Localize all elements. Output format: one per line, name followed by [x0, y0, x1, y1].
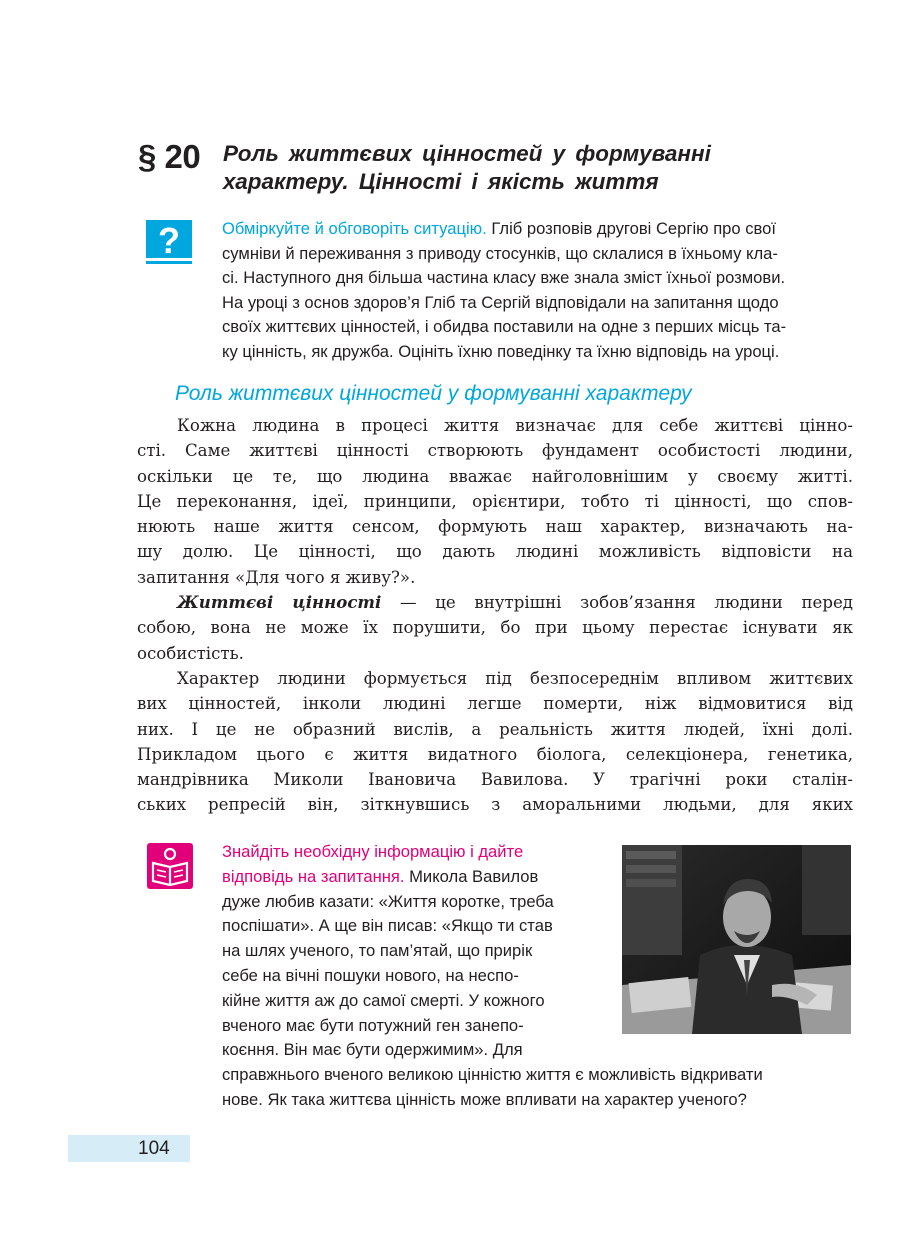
task-line: дуже любив казати: «Життя коротке, треба	[222, 891, 554, 911]
body-line: особистість.	[137, 643, 244, 663]
page-number: 104	[138, 1138, 170, 1159]
term-life-values: Життєві цінності	[177, 592, 382, 613]
page-number-bar	[68, 1135, 190, 1162]
body-line: собою, вона не може їх порушити, бо при цьому перестає існувати як	[137, 618, 853, 638]
task-line: на шлях ученого, то пам’ятай, що прирік	[222, 941, 533, 961]
question-line: сумніви й переживання з приводу стосунків, що склалися в їхньому кла-	[222, 243, 778, 263]
body-line: ських репресій він, зіткнувшись з аморальними людьми, для яких	[137, 795, 853, 815]
task-lead: відповідь на запитання.	[222, 866, 405, 886]
question-line-rest: Гліб розповів другові Сергію про свої	[486, 219, 777, 238]
section-number: § 20	[138, 138, 201, 175]
task-lead: Знайдіть необхідну інформацію і дайте	[222, 842, 524, 861]
question-line: ку цінність, як дружба. Оцініть їхню поведінку та їхню відповідь на уроці.	[222, 341, 780, 361]
svg-text:?: ?	[158, 220, 180, 261]
body-line-rest: — це внутрішні зобов’язання людини перед	[381, 593, 853, 613]
task-line: нове. Як така життєва цінність може впливати на характер ученого?	[222, 1089, 747, 1109]
body-line: них. І це не образний вислів, а реальність життя людей, їхні долі.	[137, 719, 853, 739]
body-line: Кожна людина в процесі життя визначає для себе життєві цінно-	[177, 416, 853, 435]
body-line: Характер людини формується під безпосереднім впливом життєвих	[177, 668, 853, 688]
body-line: нюють наше життя сенсом, формують наш характер, визначають на-	[137, 517, 853, 537]
task-line: себе на вічні пошуки нового, на неспо-	[222, 965, 519, 985]
reading-book-icon	[147, 843, 193, 889]
body-line	[137, 590, 853, 615]
body-line: Прикладом цього є життя видатного біолога, селекціонера, генетика,	[137, 744, 853, 764]
body-line: вих цінностей, інколи людині легше померти, ніж відмовитися від	[137, 694, 853, 714]
question-line	[222, 217, 852, 242]
body-line: сті. Саме життєві цінності створюють фундамент особистості людини,	[137, 441, 853, 461]
task-line: справжнього вченого великою цінністю життя є можливість відкривати	[222, 1065, 763, 1085]
question-mark-icon	[146, 220, 192, 266]
question-line: На уроці з основ здоров’я Гліб та Сергій відповідали на запитання щодо	[222, 292, 779, 312]
vavilov-portrait-photo	[622, 845, 851, 1034]
task-line: вченого має бути потужний ген занепо-	[222, 1015, 524, 1035]
body-line: Це переконання, ідеї, принципи, орієнтири, тобто ті цінності, що спов-	[137, 491, 853, 511]
question-lead: Обміркуйте й обговоріть ситуацію.	[222, 219, 487, 238]
task-line: поспішати». А ще він писав: «Якщо ти став	[222, 916, 553, 936]
body-line: оскільки це те, що людина вважає найголовнішим у своєму житті.	[137, 466, 853, 486]
task-line: коєння. Він має бути одержимим». Для	[222, 1040, 523, 1060]
task-line-rest: Микола Вавилов	[404, 866, 539, 886]
question-text	[222, 217, 852, 364]
body-line: шу долю. Це цінності, що дають людині можливість відповісти на	[137, 542, 853, 562]
task-line: кійне життя аж до самої смерті. У кожного	[222, 990, 545, 1010]
section-title	[223, 140, 843, 196]
section-title-line: характеру. Цінності і якість життя	[223, 169, 659, 194]
subheading: Роль життєвих цінностей у формуванні характеру	[175, 382, 692, 405]
body-text	[137, 413, 853, 818]
body-line: запитання «Для чого я живу?».	[137, 567, 416, 587]
question-line: своїх життєвих цінностей, і обидва поставили на одне з перших місць та-	[222, 317, 787, 336]
question-line: сі. Наступного дня більша частина класу вже знала зміст їхньої розмови.	[222, 268, 786, 287]
section-title-line: Роль життєвих цінностей у формуванні	[223, 141, 711, 166]
body-line: мандрівника Миколи Івановича Вавилова. У трагічні роки сталін-	[137, 770, 853, 790]
